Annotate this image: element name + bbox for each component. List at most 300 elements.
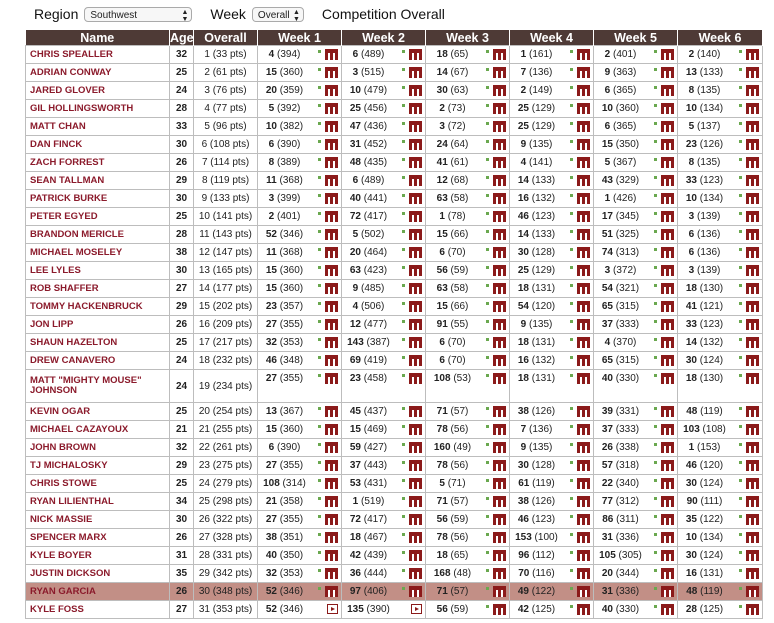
judge-stand-icon[interactable] [746,139,759,150]
score-details[interactable] [570,67,590,78]
score-details[interactable] [486,568,506,579]
athlete-name[interactable]: MICHAEL MOSELEY [26,244,170,262]
score-details[interactable] [402,265,422,276]
judge-stand-icon[interactable] [325,496,338,507]
header-age[interactable]: Age [170,30,194,45]
score-details[interactable] [654,373,674,384]
score-details[interactable] [739,460,759,471]
judge-stand-icon[interactable] [746,424,759,435]
score-details[interactable] [739,103,759,114]
score-details[interactable] [570,532,590,543]
judge-stand-icon[interactable] [409,283,422,294]
score-details[interactable] [570,373,590,384]
score-details[interactable] [654,550,674,561]
judge-stand-icon[interactable] [409,121,422,132]
score-details[interactable] [570,406,590,417]
score-details[interactable] [739,586,759,597]
judge-stand-icon[interactable] [661,478,674,489]
judge-stand-icon[interactable] [746,532,759,543]
judge-stand-icon[interactable] [577,283,590,294]
score-details[interactable] [654,247,674,258]
score-details[interactable] [318,514,338,525]
judge-stand-icon[interactable] [493,424,506,435]
judge-stand-icon[interactable] [325,157,338,168]
judge-stand-icon[interactable] [746,211,759,222]
judge-stand-icon[interactable] [493,337,506,348]
judge-stand-icon[interactable] [493,211,506,222]
score-details[interactable] [402,319,422,330]
header-week-4[interactable]: Week 4 [510,30,594,46]
athlete-name[interactable]: JARED GLOVER [26,82,170,100]
judge-stand-icon[interactable] [325,67,338,78]
judge-stand-icon[interactable] [661,157,674,168]
judge-stand-icon[interactable] [325,478,338,489]
athlete-name[interactable]: ADRIAN CONWAY [26,64,170,82]
judge-stand-icon[interactable] [493,157,506,168]
score-details[interactable] [318,283,338,294]
score-details[interactable] [486,532,506,543]
score-details[interactable] [739,496,759,507]
score-details[interactable] [739,67,759,78]
score-details[interactable] [570,478,590,489]
judge-stand-icon[interactable] [661,550,674,561]
score-details[interactable] [739,478,759,489]
judge-stand-icon[interactable] [409,442,422,453]
score-details[interactable] [739,175,759,186]
judge-stand-icon[interactable] [661,532,674,543]
score-details[interactable] [654,157,674,168]
judge-stand-icon[interactable] [493,568,506,579]
region-select[interactable] [84,7,192,22]
athlete-name[interactable]: CHRIS SPEALLER [26,46,170,64]
athlete-name[interactable]: DAN FINCK [26,136,170,154]
score-details[interactable] [402,85,422,96]
score-details[interactable] [402,478,422,489]
judge-stand-icon[interactable] [661,442,674,453]
judge-stand-icon[interactable] [746,247,759,258]
score-details[interactable] [739,85,759,96]
judge-stand-icon[interactable] [746,85,759,96]
judge-stand-icon[interactable] [493,121,506,132]
judge-stand-icon[interactable] [577,568,590,579]
judge-stand-icon[interactable] [746,568,759,579]
score-details[interactable] [402,442,422,453]
judge-stand-icon[interactable] [325,175,338,186]
score-details[interactable] [486,496,506,507]
judge-stand-icon[interactable] [577,319,590,330]
score-details[interactable] [654,319,674,330]
judge-stand-icon[interactable] [409,514,422,525]
score-details[interactable] [318,157,338,168]
judge-stand-icon[interactable] [661,283,674,294]
judge-stand-icon[interactable] [746,283,759,294]
judge-stand-icon[interactable] [577,550,590,561]
judge-stand-icon[interactable] [661,175,674,186]
score-details[interactable] [654,586,674,597]
athlete-name[interactable]: MATT "MIGHTY MOUSE" JOHNSON [26,370,170,403]
judge-stand-icon[interactable] [493,514,506,525]
score-details[interactable] [318,193,338,204]
score-details[interactable] [654,103,674,114]
score-details[interactable] [739,193,759,204]
score-details[interactable] [570,265,590,276]
judge-stand-icon[interactable] [409,229,422,240]
judge-stand-icon[interactable] [325,406,338,417]
score-details[interactable] [486,424,506,435]
judge-stand-icon[interactable] [409,103,422,114]
judge-stand-icon[interactable] [493,193,506,204]
judge-stand-icon[interactable] [746,67,759,78]
judge-stand-icon[interactable] [661,496,674,507]
score-details[interactable] [486,550,506,561]
score-details[interactable] [486,85,506,96]
judge-stand-icon[interactable] [409,355,422,366]
judge-stand-icon[interactable] [325,301,338,312]
athlete-name[interactable]: KYLE BOYER [26,547,170,565]
judge-stand-icon[interactable] [493,406,506,417]
judge-stand-icon[interactable] [577,67,590,78]
athlete-name[interactable]: TOMMY HACKENBRUCK [26,298,170,316]
score-details[interactable] [402,283,422,294]
score-details[interactable] [739,247,759,258]
score-details[interactable] [486,103,506,114]
score-details[interactable] [486,604,506,615]
score-details[interactable] [486,283,506,294]
judge-stand-icon[interactable] [325,355,338,366]
athlete-name[interactable]: JON LIPP [26,316,170,334]
judge-stand-icon[interactable] [661,85,674,96]
score-details[interactable] [570,157,590,168]
judge-stand-icon[interactable] [325,424,338,435]
score-details[interactable] [570,121,590,132]
header-week-6[interactable]: Week 6 [678,30,763,46]
score-details[interactable] [318,460,338,471]
judge-stand-icon[interactable] [409,301,422,312]
score-details[interactable] [402,532,422,543]
judge-stand-icon[interactable] [325,442,338,453]
judge-stand-icon[interactable] [325,49,338,60]
judge-stand-icon[interactable] [746,586,759,597]
judge-stand-icon[interactable] [409,247,422,258]
score-details[interactable] [486,373,506,384]
judge-stand-icon[interactable] [661,301,674,312]
score-details[interactable] [402,67,422,78]
judge-stand-icon[interactable] [577,355,590,366]
judge-stand-icon[interactable] [325,283,338,294]
judge-stand-icon[interactable] [577,49,590,60]
score-details[interactable] [318,496,338,507]
athlete-name[interactable]: MICHAEL CAZAYOUX [26,421,170,439]
score-details[interactable] [739,532,759,543]
judge-stand-icon[interactable] [661,460,674,471]
score-details[interactable] [570,211,590,222]
judge-stand-icon[interactable] [746,355,759,366]
score-details[interactable] [486,157,506,168]
score-details[interactable] [654,514,674,525]
score-details[interactable] [570,460,590,471]
score-details[interactable] [318,604,338,615]
score-details[interactable] [654,568,674,579]
judge-stand-icon[interactable] [409,319,422,330]
score-details[interactable] [654,49,674,60]
judge-stand-icon[interactable] [493,139,506,150]
judge-stand-icon[interactable] [493,247,506,258]
score-details[interactable] [318,49,338,60]
header-overall[interactable]: Overall [194,30,258,46]
athlete-name[interactable]: CHRIS STOWE [26,475,170,493]
score-details[interactable] [570,355,590,366]
score-details[interactable] [739,49,759,60]
score-details[interactable] [402,337,422,348]
athlete-name[interactable]: GIL HOLLINGSWORTH [26,100,170,118]
judge-stand-icon[interactable] [661,514,674,525]
judge-stand-icon[interactable] [577,121,590,132]
judge-stand-icon[interactable] [493,355,506,366]
score-details[interactable] [402,568,422,579]
judge-stand-icon[interactable] [577,211,590,222]
athlete-name[interactable]: SPENCER MARX [26,529,170,547]
judge-stand-icon[interactable] [493,442,506,453]
judge-stand-icon[interactable] [577,247,590,258]
judge-stand-icon[interactable] [409,586,422,597]
judge-stand-icon[interactable] [746,319,759,330]
judge-stand-icon[interactable] [746,604,759,615]
judge-stand-icon[interactable] [746,478,759,489]
score-details[interactable] [654,67,674,78]
score-details[interactable] [739,406,759,417]
judge-stand-icon[interactable] [325,139,338,150]
judge-stand-icon[interactable] [746,49,759,60]
score-details[interactable] [486,337,506,348]
score-details[interactable] [486,139,506,150]
header-name[interactable]: Name [26,30,170,46]
judge-stand-icon[interactable] [661,67,674,78]
judge-stand-icon[interactable] [746,373,759,384]
judge-stand-icon[interactable] [325,85,338,96]
score-details[interactable] [739,121,759,132]
score-details[interactable] [654,478,674,489]
judge-stand-icon[interactable] [577,301,590,312]
score-details[interactable] [739,265,759,276]
judge-stand-icon[interactable] [409,139,422,150]
header-week-2[interactable]: Week 2 [342,30,426,46]
judge-stand-icon[interactable] [493,586,506,597]
judge-stand-icon[interactable] [661,424,674,435]
score-details[interactable] [739,568,759,579]
judge-stand-icon[interactable] [325,319,338,330]
athlete-name[interactable]: PATRICK BURKE [26,190,170,208]
score-details[interactable] [402,586,422,597]
judge-stand-icon[interactable] [577,406,590,417]
score-details[interactable] [739,229,759,240]
score-details[interactable] [402,49,422,60]
score-details[interactable] [318,373,338,384]
athlete-name[interactable]: KYLE FOSS [26,601,170,619]
judge-stand-icon[interactable] [746,229,759,240]
score-details[interactable] [654,139,674,150]
judge-stand-icon[interactable] [409,478,422,489]
score-details[interactable] [318,568,338,579]
score-details[interactable] [402,604,422,615]
score-details[interactable] [318,247,338,258]
score-details[interactable] [402,373,422,384]
judge-stand-icon[interactable] [661,355,674,366]
score-details[interactable] [402,406,422,417]
judge-stand-icon[interactable] [577,532,590,543]
athlete-name[interactable]: LEE LYLES [26,262,170,280]
judge-stand-icon[interactable] [661,337,674,348]
athlete-name[interactable]: SEAN TALLMAN [26,172,170,190]
score-details[interactable] [486,460,506,471]
score-details[interactable] [486,247,506,258]
judge-stand-icon[interactable] [661,604,674,615]
judge-stand-icon[interactable] [325,265,338,276]
judge-stand-icon[interactable] [577,586,590,597]
score-details[interactable] [739,157,759,168]
judge-stand-icon[interactable] [746,157,759,168]
judge-stand-icon[interactable] [409,496,422,507]
score-details[interactable] [570,319,590,330]
judge-stand-icon[interactable] [493,604,506,615]
header-week-5[interactable]: Week 5 [594,30,678,46]
score-details[interactable] [570,85,590,96]
score-details[interactable] [654,121,674,132]
judge-stand-icon[interactable] [409,193,422,204]
judge-stand-icon[interactable] [577,460,590,471]
judge-stand-icon[interactable] [409,211,422,222]
judge-stand-icon[interactable] [493,265,506,276]
score-details[interactable] [739,355,759,366]
judge-stand-icon[interactable] [493,103,506,114]
judge-stand-icon[interactable] [325,532,338,543]
score-details[interactable] [318,67,338,78]
score-details[interactable] [739,211,759,222]
athlete-name[interactable]: DREW CANAVERO [26,352,170,370]
athlete-name[interactable]: TJ MICHALOSKY [26,457,170,475]
athlete-name[interactable]: JOHN BROWN [26,439,170,457]
judge-stand-icon[interactable] [325,586,338,597]
judge-stand-icon[interactable] [325,247,338,258]
score-details[interactable] [318,424,338,435]
score-details[interactable] [654,211,674,222]
score-details[interactable] [486,211,506,222]
score-details[interactable] [654,424,674,435]
score-details[interactable] [654,532,674,543]
judge-stand-icon[interactable] [493,496,506,507]
score-details[interactable] [402,193,422,204]
score-details[interactable] [486,229,506,240]
judge-stand-icon[interactable] [746,103,759,114]
judge-stand-icon[interactable] [661,568,674,579]
score-details[interactable] [739,424,759,435]
judge-stand-icon[interactable] [746,175,759,186]
judge-stand-icon[interactable] [661,265,674,276]
judge-stand-icon[interactable] [661,406,674,417]
judge-stand-icon[interactable] [493,175,506,186]
judge-stand-icon[interactable] [409,265,422,276]
judge-stand-icon[interactable] [661,319,674,330]
judge-stand-icon[interactable] [661,121,674,132]
score-details[interactable] [570,283,590,294]
score-details[interactable] [654,337,674,348]
score-details[interactable] [654,301,674,312]
athlete-name[interactable]: RYAN GARCIA [26,583,170,601]
judge-stand-icon[interactable] [325,514,338,525]
judge-stand-icon[interactable] [661,247,674,258]
judge-stand-icon[interactable] [746,301,759,312]
judge-stand-icon[interactable] [661,373,674,384]
judge-stand-icon[interactable] [746,265,759,276]
judge-stand-icon[interactable] [577,604,590,615]
judge-stand-icon[interactable] [325,229,338,240]
score-details[interactable] [486,49,506,60]
judge-stand-icon[interactable] [325,103,338,114]
score-details[interactable] [570,103,590,114]
judge-stand-icon[interactable] [325,550,338,561]
score-details[interactable] [318,103,338,114]
judge-stand-icon[interactable] [577,103,590,114]
score-details[interactable] [739,373,759,384]
score-details[interactable] [654,406,674,417]
score-details[interactable] [654,193,674,204]
score-details[interactable] [486,442,506,453]
judge-stand-icon[interactable] [746,121,759,132]
score-details[interactable] [570,247,590,258]
score-details[interactable] [318,355,338,366]
score-details[interactable] [570,604,590,615]
score-details[interactable] [318,175,338,186]
score-details[interactable] [402,460,422,471]
score-details[interactable] [318,265,338,276]
athlete-name[interactable]: KEVIN OGAR [26,403,170,421]
judge-stand-icon[interactable] [746,442,759,453]
score-details[interactable] [654,442,674,453]
score-details[interactable] [318,229,338,240]
judge-stand-icon[interactable] [409,532,422,543]
header-week-3[interactable]: Week 3 [426,30,510,46]
athlete-name[interactable]: RYAN LILIENTHAL [26,493,170,511]
video-play-icon[interactable] [411,604,422,614]
judge-stand-icon[interactable] [746,496,759,507]
judge-stand-icon[interactable] [493,532,506,543]
athlete-name[interactable]: SHAUN HAZELTON [26,334,170,352]
judge-stand-icon[interactable] [577,514,590,525]
judge-stand-icon[interactable] [661,49,674,60]
score-details[interactable] [570,442,590,453]
score-details[interactable] [318,85,338,96]
score-details[interactable] [570,229,590,240]
judge-stand-icon[interactable] [493,301,506,312]
judge-stand-icon[interactable] [409,406,422,417]
score-details[interactable] [318,478,338,489]
score-details[interactable] [318,550,338,561]
judge-stand-icon[interactable] [493,85,506,96]
judge-stand-icon[interactable] [577,442,590,453]
score-details[interactable] [486,586,506,597]
judge-stand-icon[interactable] [746,193,759,204]
judge-stand-icon[interactable] [409,550,422,561]
judge-stand-icon[interactable] [746,514,759,525]
score-details[interactable] [318,139,338,150]
judge-stand-icon[interactable] [577,139,590,150]
judge-stand-icon[interactable] [746,406,759,417]
score-details[interactable] [739,442,759,453]
score-details[interactable] [570,301,590,312]
athlete-name[interactable]: NICK MASSIE [26,511,170,529]
judge-stand-icon[interactable] [409,85,422,96]
judge-stand-icon[interactable] [746,550,759,561]
judge-stand-icon[interactable] [577,175,590,186]
